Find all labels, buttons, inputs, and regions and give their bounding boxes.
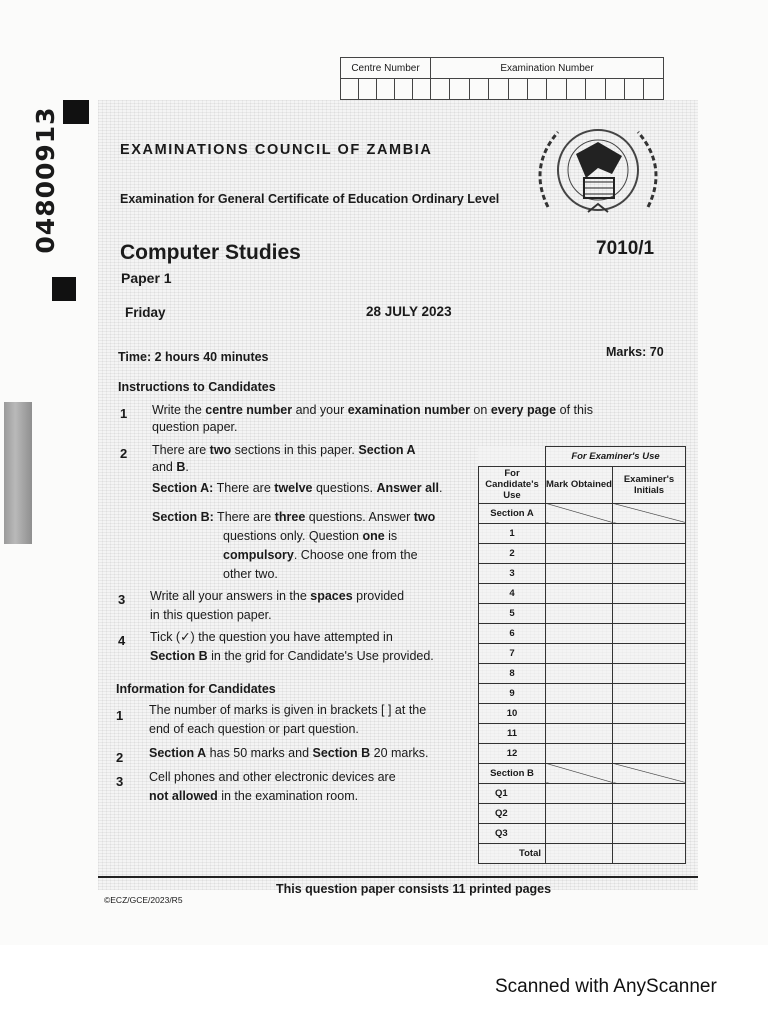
exam-day: Friday [125,305,166,320]
exam-duration: Time: 2 hours 40 minutes [118,350,269,364]
initials-cell[interactable] [613,523,686,543]
total-mark-cell[interactable] [546,843,613,863]
initials-cell[interactable] [613,723,686,743]
grid-row-label: Q2 [479,803,546,823]
initials-cell[interactable] [613,583,686,603]
centre-digit-box[interactable] [377,79,395,100]
copyright-code: ©ECZ/GCE/2023/R5 [104,895,183,905]
initials-cell[interactable] [613,743,686,763]
centre-number-label: Centre Number [341,58,431,79]
grid-row-label: Q3 [479,823,546,843]
exam-digit-box[interactable] [644,79,664,100]
total-initials-cell[interactable] [613,843,686,863]
exam-digit-box[interactable] [566,79,585,100]
grid-row-label: 1 [479,523,546,543]
information-heading: Information for Candidates [116,682,276,696]
mark-cell[interactable] [546,583,613,603]
instruction-number: 3 [118,592,126,607]
exam-digit-box[interactable] [625,79,644,100]
section-b-instruction: Section B: There are three questions. Answer two questions only. Question one is compulsory. Choose one from the other two. [152,510,436,581]
initials-cell[interactable] [613,643,686,663]
initials-cell[interactable] [613,623,686,643]
paper-number: Paper 1 [121,270,172,286]
info-number: 3 [116,774,124,789]
mark-cell[interactable] [546,563,613,583]
exam-level: Examination for General Certificate of Education Ordinary Level [120,192,500,206]
initials-cell[interactable] [613,543,686,563]
exam-date: 28 JULY 2023 [366,304,452,319]
exam-digit-box[interactable] [528,79,547,100]
grid-row-label: 4 [479,583,546,603]
examination-number-label: Examination Number [431,58,664,79]
initials-cell[interactable] [613,683,686,703]
examiner-initials-heading: Examiner's Initials [613,466,686,503]
exam-digit-box[interactable] [431,79,450,100]
council-name: EXAMINATIONS COUNCIL OF ZAMBIA [120,142,433,158]
grid-row-label: 8 [479,663,546,683]
total-marks: Marks: 70 [606,345,664,359]
mark-cell[interactable] [546,783,613,803]
candidate-use-heading: For Candidate's Use [479,466,546,503]
instructions-heading: Instructions to Candidates [118,380,276,394]
info-number: 2 [116,750,124,765]
barcode-icon [63,100,89,124]
candidate-number-box [340,57,664,100]
instruction-number: 4 [118,633,126,648]
grid-row-label: 6 [479,623,546,643]
mark-cell[interactable] [546,663,613,683]
exam-digit-box[interactable] [489,79,508,100]
info-3: Cell phones and other electronic devices are not allowed in the examination room. [149,770,396,803]
mark-cell[interactable] [546,643,613,663]
exam-digit-box[interactable] [450,79,469,100]
exam-digit-box[interactable] [547,79,566,100]
exam-digit-box[interactable] [586,79,605,100]
section-a-instruction: Section A: There are twelve questions. Answer all. [152,481,443,495]
instruction-2: There are two sections in this paper. Section A and B. [152,443,416,474]
subject-code: 7010/1 [596,238,655,259]
grid-row-label: Section B [479,763,546,783]
centre-digit-box[interactable] [413,79,431,100]
mark-cell[interactable] [546,543,613,563]
examiner-use-heading: For Examiner's Use [546,447,686,467]
centre-digit-box[interactable] [341,79,359,100]
exam-digit-box[interactable] [508,79,527,100]
centre-digit-box[interactable] [359,79,377,100]
exam-digit-box[interactable] [605,79,624,100]
grid-row-label: Q1 [479,783,546,803]
initials-cell[interactable] [613,783,686,803]
instruction-1: Write the centre number and your examination number on every page of this question paper. [152,403,593,434]
instruction-number: 1 [120,406,128,421]
grid-row-label: 12 [479,743,546,763]
mark-cell[interactable] [546,803,613,823]
info-number: 1 [116,708,124,723]
marks-grid [478,446,686,864]
initials-cell[interactable] [613,803,686,823]
grid-row-label: 9 [479,683,546,703]
grid-row-label: 10 [479,703,546,723]
info-2: Section A has 50 marks and Section B 20 marks. [149,746,429,760]
info-1: The number of marks is given in brackets [ ] at the end of each question or part question. [149,703,427,736]
initials-cell[interactable] [613,563,686,583]
grid-row-label: 3 [479,563,546,583]
instruction-number: 2 [120,446,128,461]
grid-row-label: 5 [479,603,546,623]
initials-cell[interactable] [613,823,686,843]
grid-row-label: Total [479,843,546,863]
initials-cell[interactable] [613,703,686,723]
serial-number: 04800913 [31,106,60,254]
grid-row-label: Section A [479,503,546,523]
qr-code-icon [52,277,76,301]
mark-cell[interactable] [546,683,613,703]
page-count-note: This question paper consists 11 printed pages [276,882,552,896]
mark-cell[interactable] [546,823,613,843]
subject-title: Computer Studies [120,241,301,264]
scanner-watermark: Scanned with AnyScanner [495,976,717,997]
mark-cell[interactable] [546,703,613,723]
instruction-3: Write all your answers in the spaces provided in this question paper. [150,589,405,622]
centre-digit-box[interactable] [395,79,413,100]
mark-cell[interactable] [546,623,613,643]
exam-digit-box[interactable] [469,79,488,100]
footer-divider [98,876,698,878]
coat-of-arms-icon [528,112,668,227]
tape-strip [4,402,32,544]
grid-row-label: 2 [479,543,546,563]
mark-cell[interactable] [546,523,613,543]
mark-obtained-heading: Mark Obtained [546,466,613,503]
initials-cell[interactable] [613,663,686,683]
grid-row-label: 11 [479,723,546,743]
grid-row-label: 7 [479,643,546,663]
initials-cell[interactable] [613,603,686,623]
mark-cell[interactable] [546,743,613,763]
mark-cell[interactable] [546,603,613,623]
instruction-4: Tick (✓) the question you have attempted in Section B in the grid for Candidate's Use provided. [150,630,434,663]
mark-cell[interactable] [546,723,613,743]
